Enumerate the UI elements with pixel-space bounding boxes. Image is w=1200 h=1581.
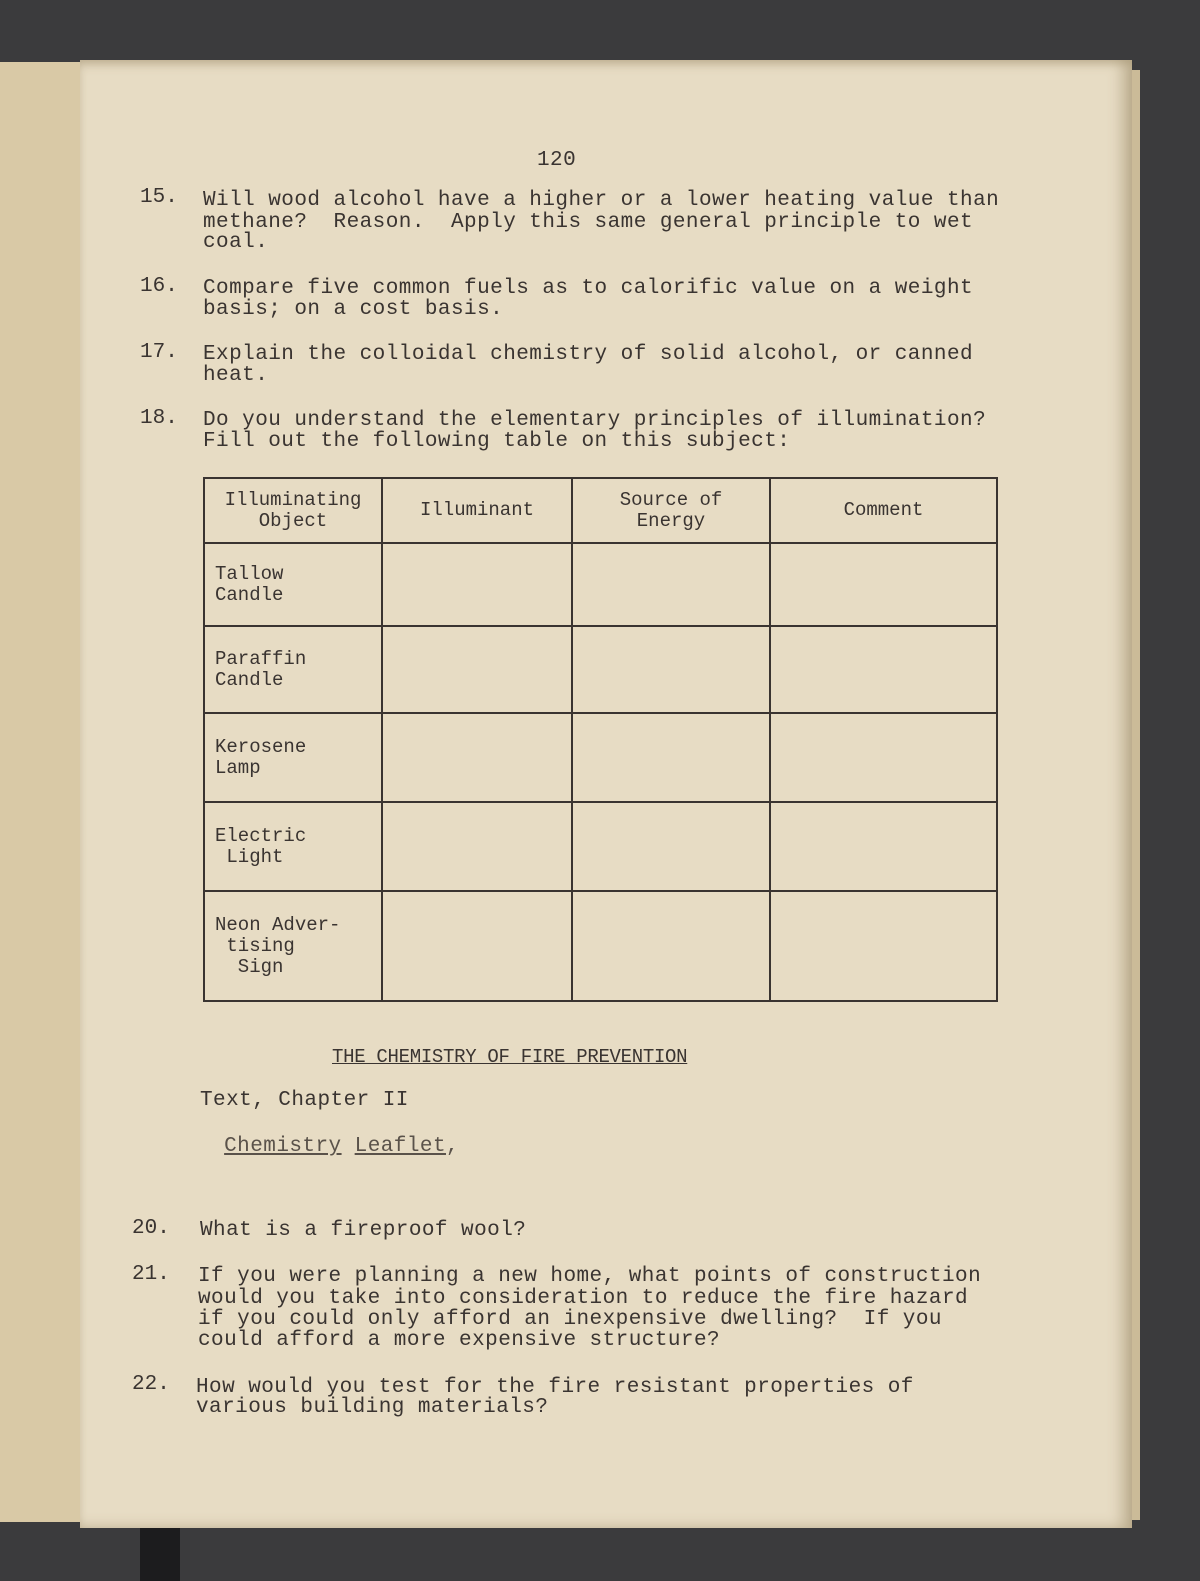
blank-cell[interactable] xyxy=(572,802,770,891)
question-line: Do you understand the elementary principles of illumination? xyxy=(203,409,987,432)
blank-cell[interactable] xyxy=(770,713,997,802)
question-line: various building materials? xyxy=(196,1396,549,1419)
table-row xyxy=(204,543,997,626)
header-cell: Source of Energy xyxy=(572,478,770,543)
header-cell: Comment xyxy=(770,478,997,543)
illumination-table xyxy=(203,477,998,1002)
blank-cell[interactable] xyxy=(572,891,770,1001)
question-number: 15. xyxy=(140,186,178,209)
question-line: would you take into consideration to reduce the fire hazard xyxy=(198,1287,969,1310)
facing-page-edge xyxy=(0,62,85,1522)
question-number: 22. xyxy=(132,1373,170,1396)
question-line: Compare five common fuels as to calorific value on a weight xyxy=(203,277,974,300)
table-header-row xyxy=(204,478,997,543)
reference-text: Text, Chapter II xyxy=(200,1089,409,1112)
question-line: Fill out the following table on this subject: xyxy=(203,430,791,453)
row-label: Neon Adver- tising Sign xyxy=(204,891,382,1001)
table-row xyxy=(204,891,997,1001)
row-label: Kerosene Lamp xyxy=(204,713,382,802)
question-number: 21. xyxy=(132,1263,170,1286)
question-line: could afford a more expensive structure? xyxy=(198,1329,721,1352)
table-row xyxy=(204,713,997,802)
blank-cell[interactable] xyxy=(572,626,770,713)
blank-cell[interactable] xyxy=(382,626,572,713)
page-number: 120 xyxy=(537,149,577,172)
question-line: methane? Reason. Apply this same general principle to wet xyxy=(203,211,974,234)
blank-cell[interactable] xyxy=(770,543,997,626)
blank-cell[interactable] xyxy=(770,626,997,713)
table-row xyxy=(204,626,997,713)
header-cell: Illuminating Object xyxy=(204,478,382,543)
table-row xyxy=(204,802,997,891)
blank-cell[interactable] xyxy=(572,543,770,626)
blank-cell[interactable] xyxy=(382,891,572,1001)
question-number: 16. xyxy=(140,275,178,298)
row-label: Electric Light xyxy=(204,802,382,891)
question-number: 17. xyxy=(140,341,178,364)
section-heading: THE CHEMISTRY OF FIRE PREVENTION xyxy=(332,1046,688,1068)
question-line: Explain the colloidal chemistry of solid alcohol, or canned xyxy=(203,343,974,366)
blank-cell[interactable] xyxy=(382,713,572,802)
question-number: 18. xyxy=(140,407,178,430)
header-cell: Illuminant xyxy=(382,478,572,543)
row-label: Tallow Candle xyxy=(204,543,382,626)
binder-edge xyxy=(140,1520,180,1581)
blank-cell[interactable] xyxy=(770,802,997,891)
question-number: 20. xyxy=(132,1217,170,1240)
question-line: coal. xyxy=(203,231,269,254)
reference-comma: , xyxy=(446,1135,460,1158)
row-label: Paraffin Candle xyxy=(204,626,382,713)
question-line: If you were planning a new home, what points of construction xyxy=(198,1265,982,1288)
question-line: basis; on a cost basis. xyxy=(203,298,504,321)
blank-cell[interactable] xyxy=(572,713,770,802)
reference-leaflet-word2: Leaflet xyxy=(354,1135,447,1158)
blank-cell[interactable] xyxy=(382,802,572,891)
blank-cell[interactable] xyxy=(770,891,997,1001)
question-line: What is a fireproof wool? xyxy=(200,1219,527,1242)
question-line: if you could only afford an inexpensive dwelling? If you xyxy=(198,1308,942,1331)
reference-leaflet-word1: Chemistry xyxy=(224,1135,342,1158)
question-line: heat. xyxy=(203,364,269,387)
question-line: Will wood alcohol have a higher or a lower heating value than xyxy=(203,189,1000,212)
question-line: How would you test for the fire resistant properties of xyxy=(196,1376,914,1399)
blank-cell[interactable] xyxy=(382,543,572,626)
